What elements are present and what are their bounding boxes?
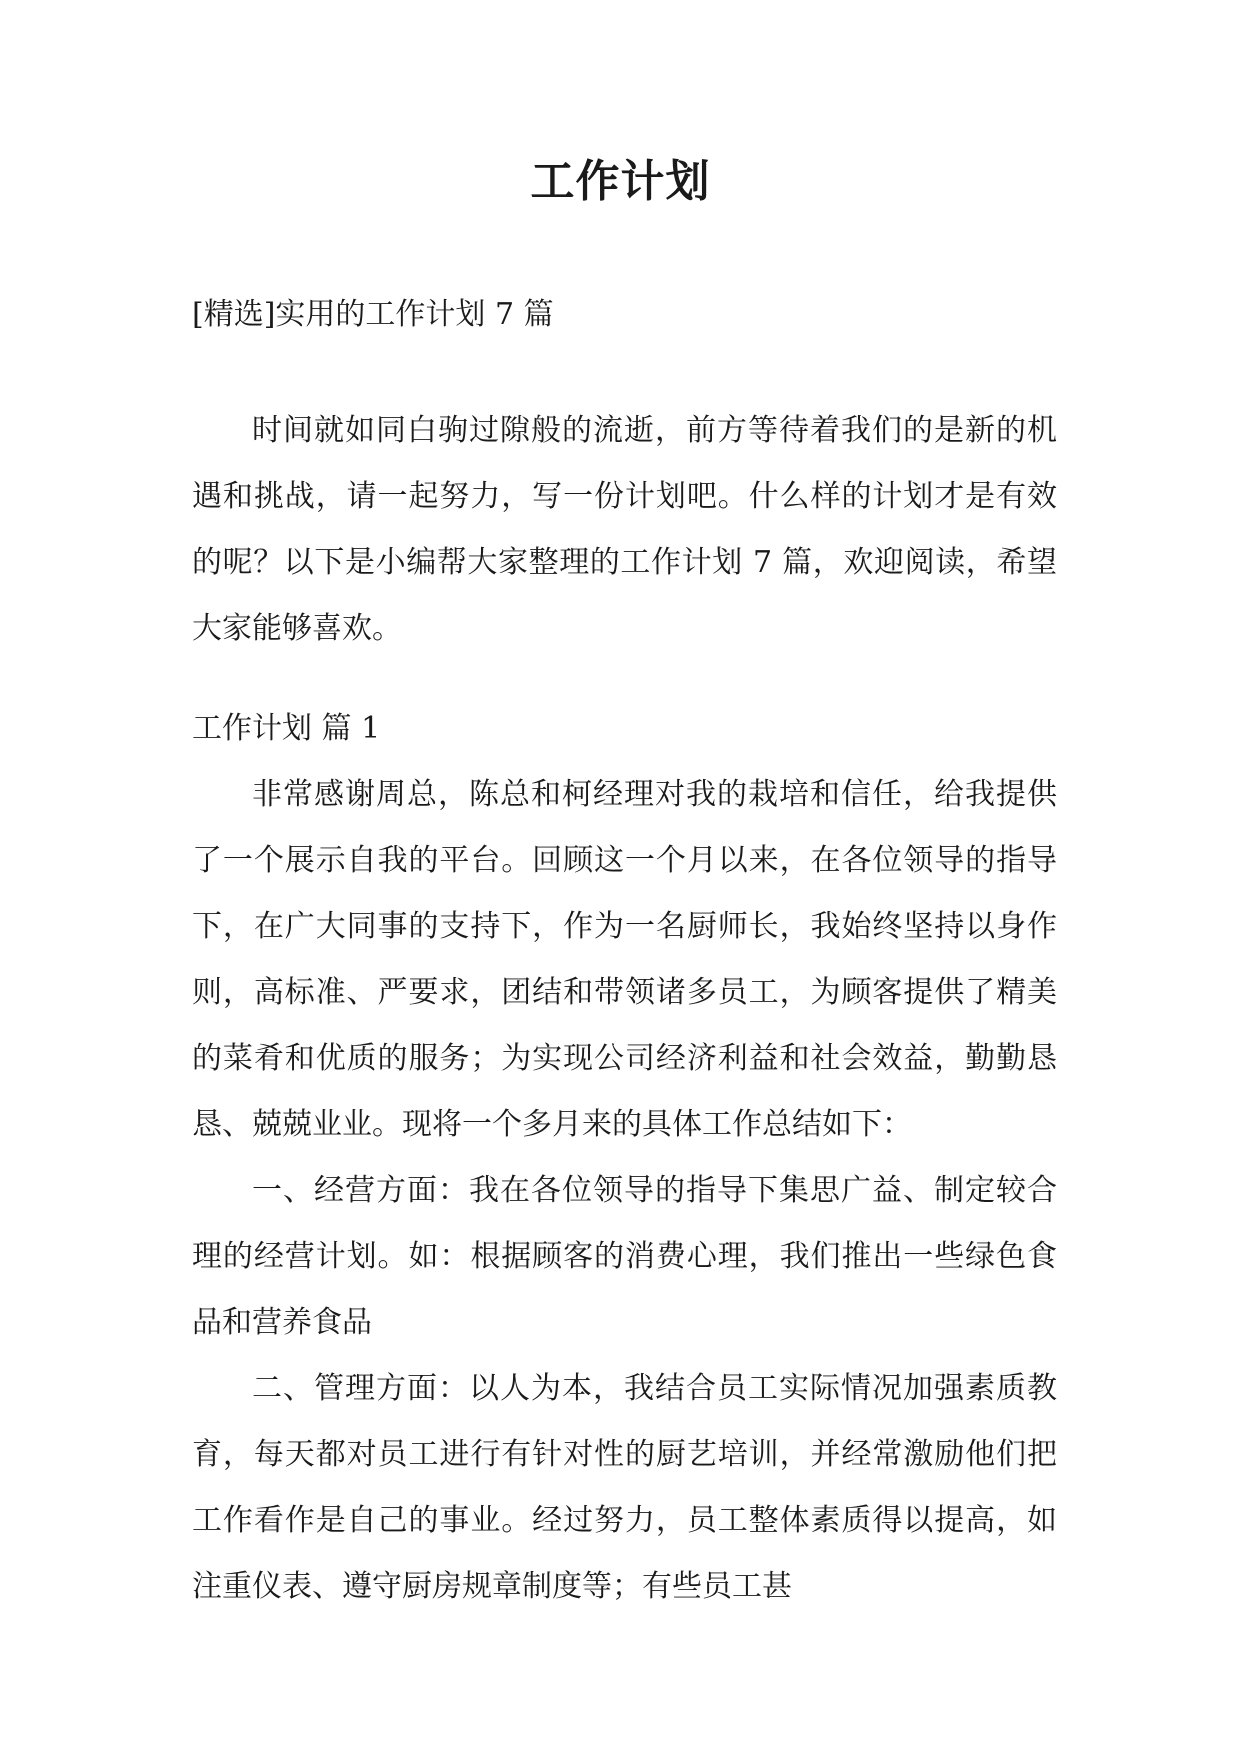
intro-paragraph: 时间就如同白驹过隙般的流逝，前方等待着我们的是新的机遇和挑战，请一起努力，写一份计划吧。什么样的计划才是有效的呢？以下是小编帮大家整理的工作计划 7 篇，欢迎阅读，希望大家能够喜欢。 xyxy=(192,413,1057,646)
body-paragraph: 非常感谢周总，陈总和柯经理对我的栽培和信任，给我提供了一个展示自我的平台。回顾这一个月以来，在各位领导的指导下，在广大同事的支持下，作为一名厨师长，我始终坚持以身作则，高标准、严要求，团结和带领诸多员工，为顾客提供了精美的菜肴和优质的服务；为实现公司经济利益和社会效益，勤勤恳恳、兢兢业业。现将一个多月来的具体工作总结如下： xyxy=(192,777,1057,1142)
body-paragraph: 二、管理方面：以人为本，我结合员工实际情况加强素质教育，每天都对员工进行有针对性的厨艺培训，并经常激励他们把工作看作是自己的事业。经过努力，员工整体素质得以提高，如注重仪表、遵守厨房规章制度等；有些员工甚 xyxy=(192,1371,1057,1604)
document-subtitle: [精选]实用的工作计划 7 篇 xyxy=(192,297,554,332)
body-paragraph: 一、经营方面：我在各位领导的指导下集思广益、制定较合理的经营计划。如：根据顾客的消费心理，我们推出一些绿色食品和营养食品 xyxy=(192,1173,1057,1340)
document-title: 工作计划 xyxy=(530,156,711,207)
section-heading: 工作计划 篇 1 xyxy=(192,711,381,746)
